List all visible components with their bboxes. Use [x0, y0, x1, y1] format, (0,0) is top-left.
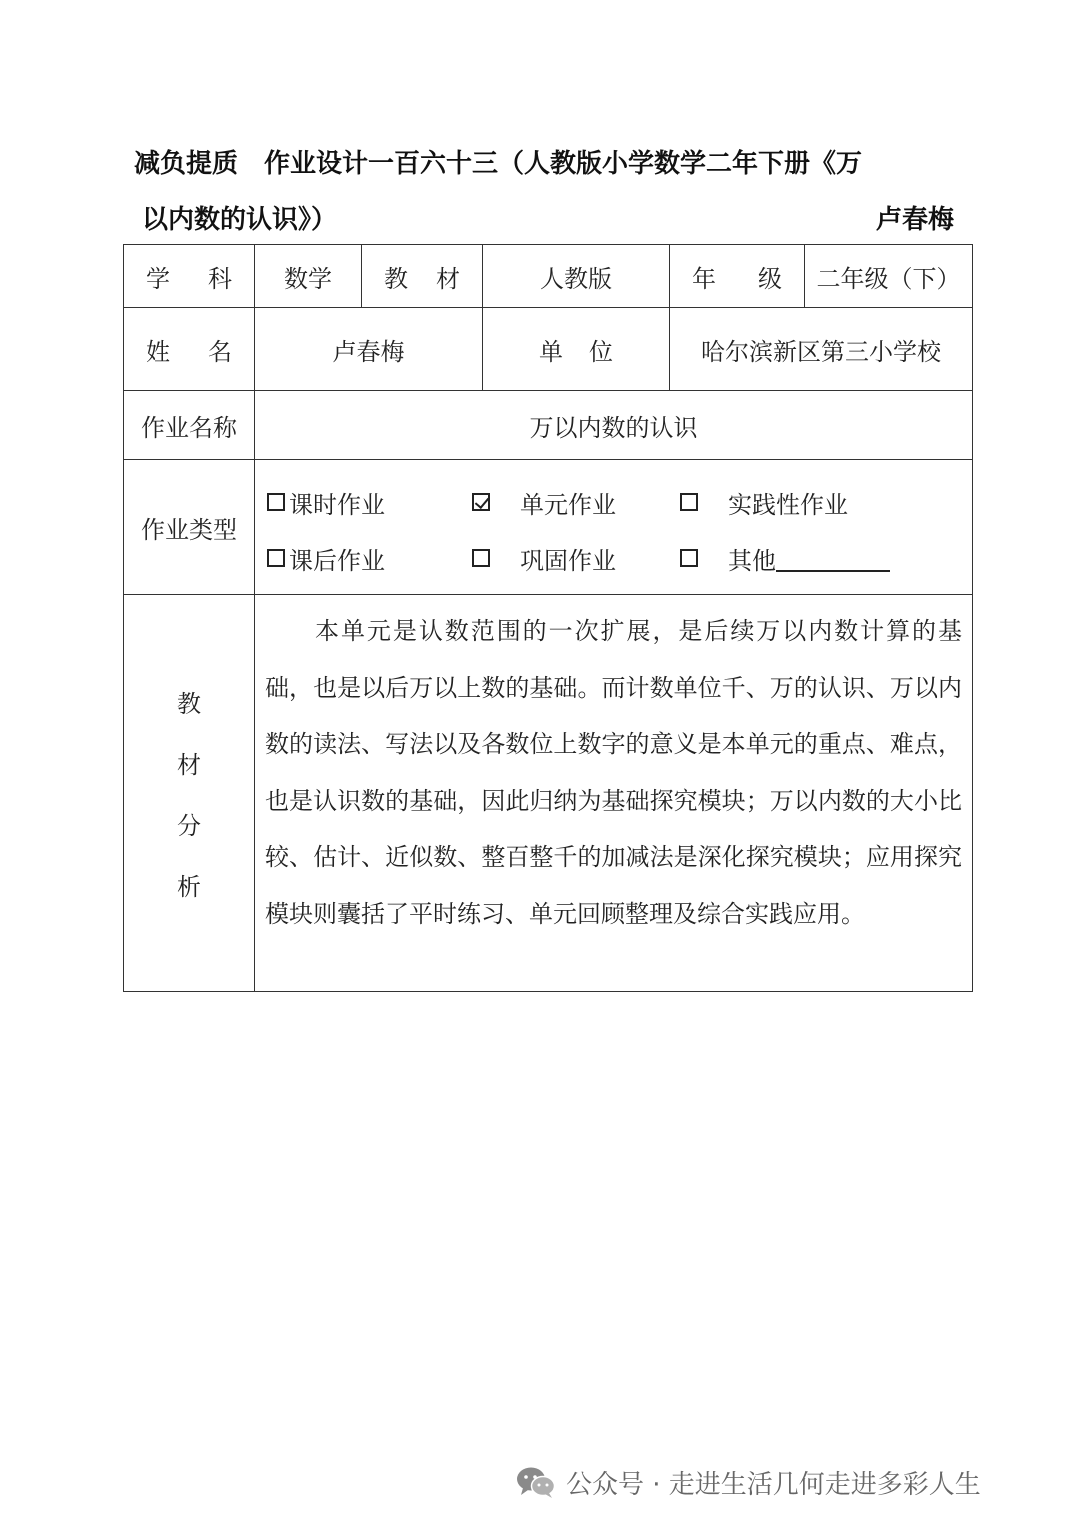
- hw-type-option[interactable]: 巩固作业: [472, 541, 680, 576]
- analysis-label-char: 分: [177, 812, 201, 840]
- analysis-text: 本单元是认数范围的一次扩展，是后续万以内数计算的基础，也是以后万以上数的基础。而计数单位千、万的认识、万以内数的读法、写法以及各数位上数字的意义是本单元的重点、难点，也是认识数的基础，因此归纳为基础探究模块；万以内数的大小比较、估计、近似数、整百整千的加减法是深化探究模块；应用探究模块则囊括了平时练习、单元回顾整理及综合实践应用。: [255, 595, 973, 992]
- name-value: 卢春梅: [255, 308, 483, 391]
- unit-label-char: 单: [539, 337, 563, 366]
- analysis-label-char: 教: [177, 690, 201, 718]
- unit-label-cell: [483, 308, 670, 391]
- textbook-label-char: 材: [436, 264, 460, 293]
- grade-label-char: 级: [758, 264, 782, 293]
- subject-label-cell: [124, 245, 255, 308]
- analysis-label-char: 材: [177, 751, 201, 779]
- hw-type-option[interactable]: 课后作业: [267, 541, 472, 576]
- textbook-label-cell: [362, 245, 483, 308]
- name-label-cell: [124, 308, 255, 391]
- subject-label-char: 学: [146, 264, 170, 293]
- subject-value: 数学: [255, 245, 362, 308]
- hw-name-label: 作业名称: [124, 391, 255, 460]
- title-line-2: 以内数的认识》）: [142, 205, 338, 235]
- analysis-label-char: 析: [177, 873, 201, 901]
- hw-type-option[interactable]: 实践性作业: [680, 485, 848, 520]
- homework-info-table: [123, 244, 973, 992]
- checkbox[interactable]: [267, 549, 285, 567]
- wechat-icon: [516, 1465, 556, 1499]
- name-label-char: 名: [208, 337, 232, 366]
- unit-label-char: 位: [589, 337, 613, 366]
- footer-watermark: [516, 1462, 981, 1502]
- footer-text: 公众号 · 走进生活几何走进多彩人生: [566, 1469, 981, 1500]
- hw-type-option[interactable]: 课时作业: [267, 485, 472, 520]
- hw-type-label: 作业类型: [124, 460, 255, 595]
- checkbox[interactable]: [680, 549, 698, 567]
- grade-label-cell: [670, 245, 805, 308]
- checkbox[interactable]: [680, 493, 698, 511]
- title-line-1: 减负提质 作业设计一百六十三（人教版小学数学二年下册《万: [134, 149, 863, 179]
- unit-value: 哈尔滨新区第三小学校: [670, 308, 973, 391]
- grade-value: 二年级（下）: [805, 245, 973, 308]
- textbook-value: 人教版: [483, 245, 670, 308]
- fill-in-blank[interactable]: [776, 544, 890, 572]
- analysis-label-cell: [124, 595, 255, 992]
- subject-label-char: 科: [208, 264, 232, 293]
- document-title: [134, 136, 954, 248]
- title-author: 卢春梅: [875, 205, 954, 235]
- hw-type-options: [255, 460, 973, 595]
- hw-name-value: 万以内数的认识: [255, 391, 973, 460]
- textbook-label-char: 教: [384, 264, 408, 293]
- checkbox[interactable]: [472, 549, 490, 567]
- grade-label-char: 年: [692, 264, 716, 293]
- name-label-char: 姓: [146, 337, 170, 366]
- checkbox[interactable]: [267, 493, 285, 511]
- hw-type-option[interactable]: 单元作业: [472, 485, 680, 520]
- checkbox[interactable]: [472, 493, 490, 511]
- hw-type-option[interactable]: 其他: [680, 541, 890, 576]
